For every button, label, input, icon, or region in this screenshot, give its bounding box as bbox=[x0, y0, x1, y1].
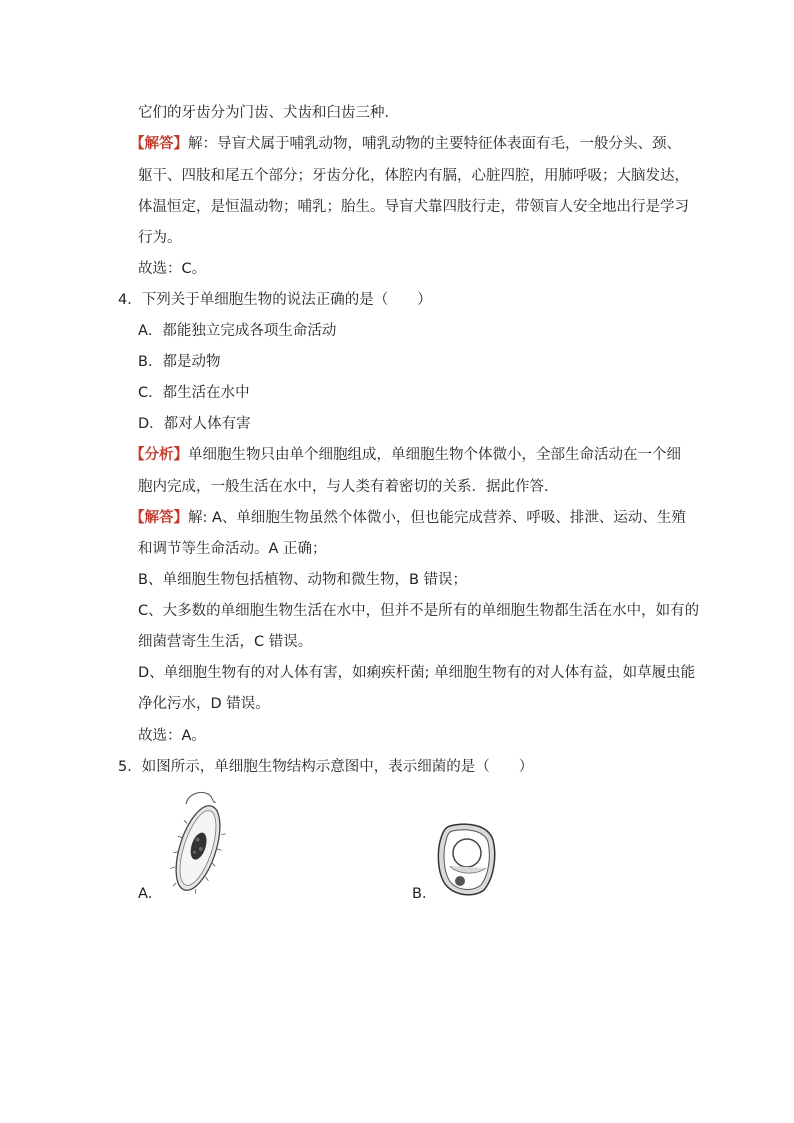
q3-line-1: 它们的牙齿分为门齿、犬齿和臼齿三种． bbox=[138, 105, 399, 121]
q5-option-a-label: A． bbox=[138, 886, 163, 902]
q3-answer-line-3: 体温恒定，是恒温动物；哺乳；胎生。导盲犬靠四肢行走，带领盲人安全地出行是学习 bbox=[138, 199, 689, 215]
q4-option-a: A．都能独立完成各项生命活动 bbox=[138, 323, 337, 339]
q4-answer-line-1 bbox=[130, 508, 686, 528]
q4-option-b: B．都是动物 bbox=[138, 354, 221, 370]
q4-d-explanation-1: D、单细胞生物有的对人体有害，如痢疾杆菌; 单细胞生物有的对人体有益，如草履虫能 bbox=[138, 665, 696, 681]
q5-option-b-label: B． bbox=[412, 886, 437, 902]
q3-answer-line-2: 躯干、四肢和尾五个部分；牙齿分化，体腔内有膈，心脏四腔，用肺呼吸；大脑发达， bbox=[138, 168, 689, 184]
answer-text: 解：导盲犬属于哺乳动物，哺乳动物的主要特征体表面有毛，一般分头、颈、 bbox=[188, 136, 681, 152]
answer-tag: 【解答】 bbox=[130, 510, 188, 526]
q4-analysis-line-2: 胞内完成，一般生活在水中，与人类有着密切的关系．据此作答． bbox=[138, 479, 559, 495]
analysis-tag: 【分析】 bbox=[130, 447, 188, 463]
answer-text: 解: A、单细胞生物虽然个体微小，但也能完成营养、呼吸、排泄、运动、生殖 bbox=[188, 510, 686, 526]
q4-c-explanation-2: 细菌营寄生生活，C 错误。 bbox=[138, 634, 313, 650]
q4-stem: 4．下列关于单细胞生物的说法正确的是（ ） bbox=[118, 292, 432, 308]
q3-answer-line-4: 行为。 bbox=[138, 230, 182, 246]
q4-d-explanation-2: 净化污水，D 错误。 bbox=[138, 696, 270, 712]
answer-tag: 【解答】 bbox=[130, 136, 188, 152]
q4-b-explanation: B、单细胞生物包括植物、动物和微生物，B 错误； bbox=[138, 572, 468, 588]
q3-answer-line-1 bbox=[130, 134, 681, 154]
analysis-text: 单细胞生物只由单个细胞组成，单细胞生物个体微小，全部生命活动在一个细 bbox=[188, 447, 681, 463]
q4-analysis-line-1 bbox=[130, 445, 681, 465]
q4-answer-line-2: 和调节等生命活动。A 正确； bbox=[138, 541, 327, 557]
q4-choice: 故选：A。 bbox=[138, 728, 206, 744]
yeast-cell-figure bbox=[436, 822, 498, 898]
q4-option-d: D．都对人体有害 bbox=[138, 416, 251, 432]
bacterium-figure bbox=[158, 788, 240, 900]
q4-option-c: C．都生活在水中 bbox=[138, 385, 250, 401]
q5-stem: 5．如图所示，单细胞生物结构示意图中，表示细菌的是（ ） bbox=[118, 759, 534, 775]
q4-c-explanation-1: C、大多数的单细胞生物生活在水中，但并不是所有的单细胞生物都生活在水中，如有的 bbox=[138, 603, 700, 619]
q3-choice: 故选：C。 bbox=[138, 261, 207, 277]
